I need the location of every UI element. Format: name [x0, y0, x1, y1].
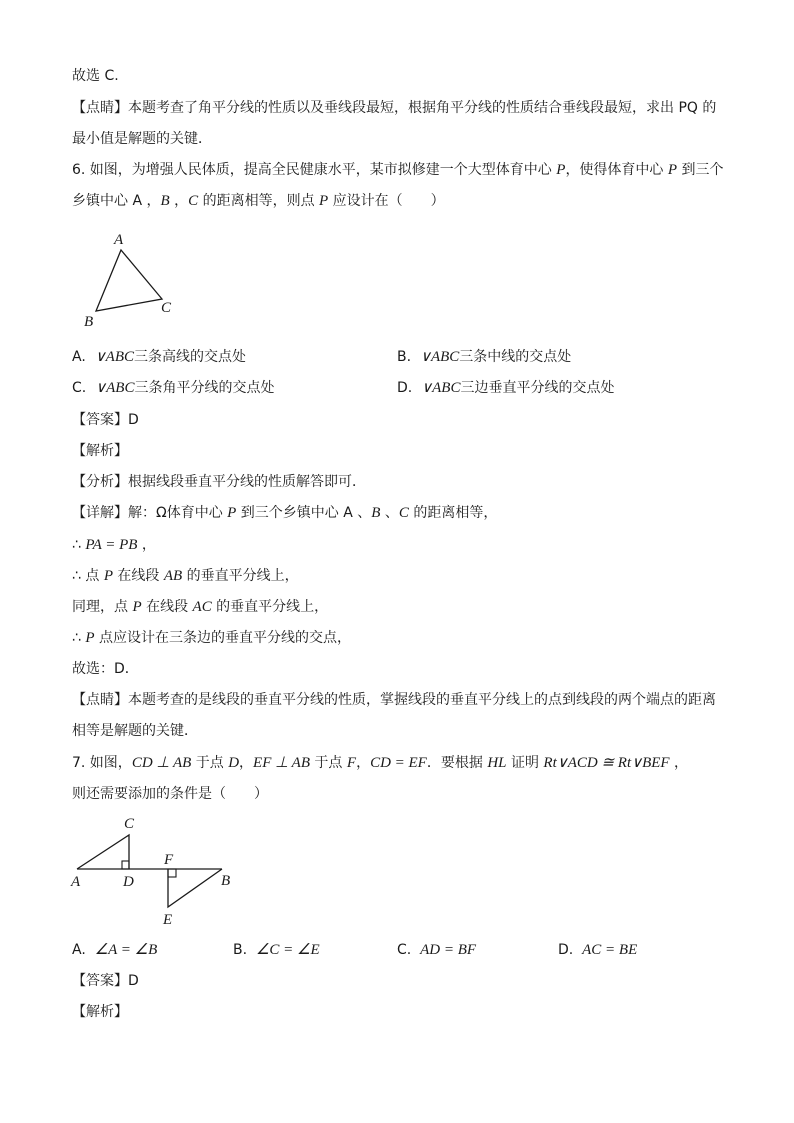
q6-option-c[interactable]: C. ∨ABC三条角平分线的交点处 — [72, 380, 275, 396]
prev-comment-line2: 最小值是解题的关键． — [72, 131, 212, 147]
triangle-abc — [96, 250, 162, 311]
q6-option-d[interactable]: D. ∨ABC三边垂直平分线的交点处 — [397, 380, 615, 396]
q6-detail-line1: 【详解】解：Ω体育中心 P 到三个乡镇中心 A 、B 、C 的距离相等， — [72, 505, 498, 521]
q6-dianjing-line2: 相等是解题的关键． — [72, 723, 198, 739]
label-e: E — [163, 912, 173, 928]
q6-detail-line4: 同理，点 P 在线段 AC 的垂直平分线上， — [72, 599, 329, 615]
q6-analysis-tag: 【解析】 — [72, 443, 128, 459]
label-f: F — [164, 852, 174, 868]
comment-tag: 【点睛】 — [72, 100, 128, 116]
q7-option-b[interactable]: B. ∠C = ∠E — [233, 942, 320, 958]
label-a: A — [71, 874, 81, 890]
prev-comment-line1: 【点睛】本题考查了角平分线的性质以及垂线段最短，根据角平分线的性质结合垂线段最短，求出 PQ 的 — [72, 100, 717, 116]
q7-analysis-tag: 【解析】 — [72, 1004, 128, 1020]
q7-stem-line1: 7. 如图，CD ⊥ AB 于点 D，EF ⊥ AB 于点 F，CD = EF．要根据 HL 证明 Rt∨ACD ≅ Rt∨BEF ， — [72, 755, 689, 771]
right-angle-d — [122, 861, 129, 869]
q7-option-a[interactable]: A. ∠A = ∠B — [72, 942, 158, 958]
q6-detail-line2: ∴ PA = PB ， — [72, 537, 156, 553]
prev-choice: 故选 C. — [72, 68, 119, 84]
q6-stem-line1: 6. 如图，为增强人民体质，提高全民健康水平，某市拟修建一个大型体育中心 P，使得体育中心 P 到三个 — [72, 162, 724, 178]
q7-option-d[interactable]: D. AC = BE — [558, 942, 638, 958]
q7-figure — [66, 810, 246, 930]
q6-answer: 【答案】D — [72, 412, 139, 428]
q6-stem-line2: 乡镇中心 A ，B ，C 的距离相等，则点 P 应设计在（ ） — [72, 193, 445, 209]
q6-dianjing-line1: 【点睛】本题考查的是线段的垂直平分线的性质，掌握线段的垂直平分线上的点到线段的两个端点的距离 — [72, 692, 716, 708]
label-a: A — [114, 232, 124, 248]
q6-fenxi: 【分析】根据线段垂直平分线的性质解答即可． — [72, 474, 366, 490]
q7-option-c[interactable]: C. AD = BF — [397, 942, 477, 958]
q6-detail-line3: ∴ 点 P 在线段 AB 的垂直平分线上， — [72, 568, 299, 584]
right-angle-f — [168, 869, 176, 877]
label-c: C — [124, 816, 135, 832]
q6-detail-line5: ∴ P 点应设计在三条边的垂直平分线的交点， — [72, 630, 351, 646]
q7-stem-line2: 则还需要添加的条件是（ ） — [72, 786, 268, 802]
q7-answer: 【答案】D — [72, 973, 139, 989]
label-b: B — [84, 314, 94, 330]
label-d: D — [123, 874, 134, 890]
label-b: B — [221, 873, 231, 889]
q6-triangle-figure — [78, 226, 188, 332]
q6-option-b[interactable]: B. ∨ABC三条中线的交点处 — [397, 349, 572, 365]
triangle-acd — [77, 835, 129, 869]
label-c: C — [161, 300, 172, 316]
q6-option-a[interactable]: A. ∨ABC三条高线的交点处 — [72, 349, 246, 365]
q6-detail-line6: 故选：D． — [72, 661, 139, 677]
